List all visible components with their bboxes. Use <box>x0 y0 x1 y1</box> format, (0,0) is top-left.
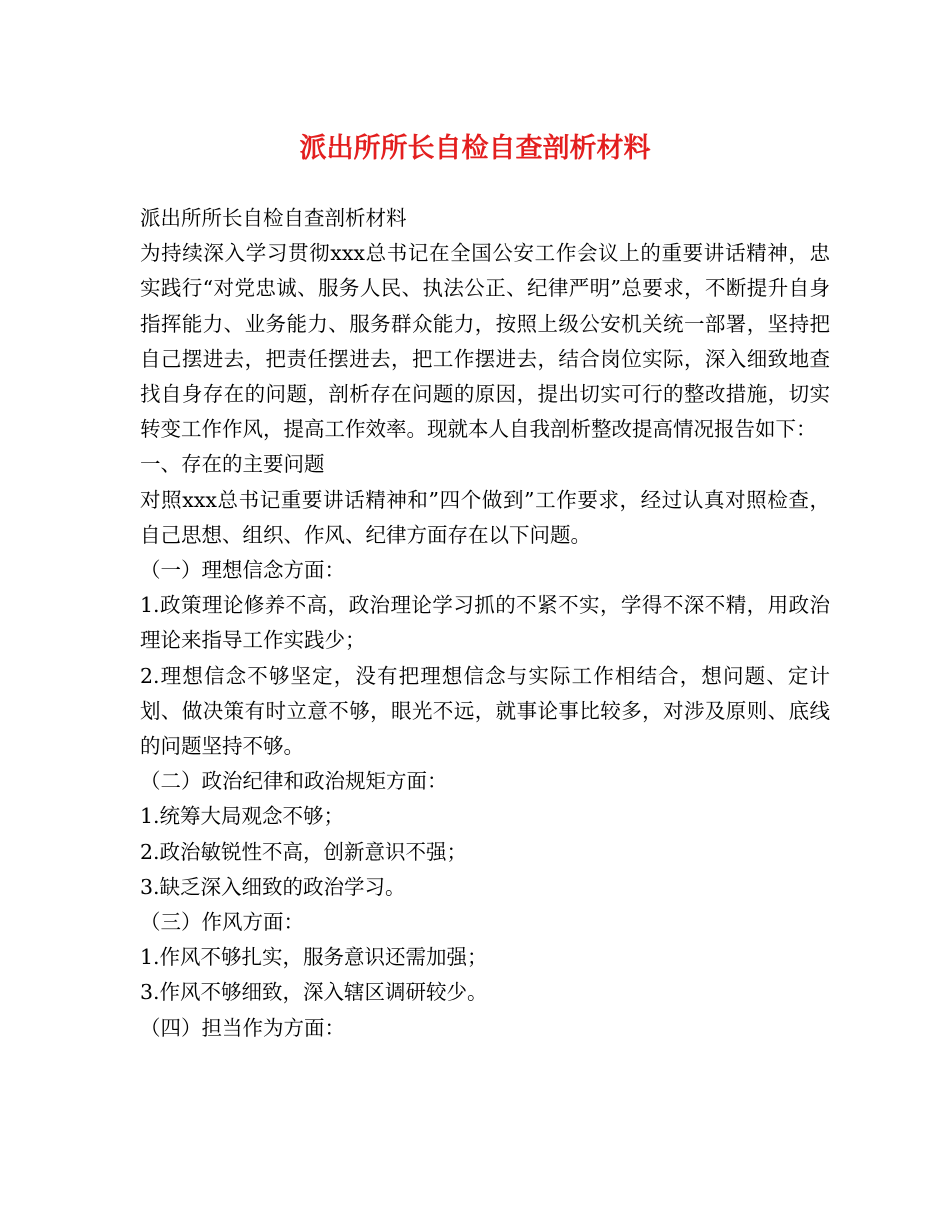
subsection-heading-discipline: （二）政治纪律和政治规矩方面： <box>140 769 448 794</box>
document-title: 派出所所长自检自查剖析材料 <box>299 133 651 164</box>
subsection-heading-ideals: （一）理想信念方面： <box>140 558 345 583</box>
ideals-item-2: 2.理想信念不够坚定，没有把理想信念与实际工作相结合，想问题、定计划、做决策有时立意不够，眼光不远，就事论事比较多，对涉及原则、底线的问题坚持不够。 <box>140 663 830 759</box>
subsection-heading-responsibility: （四）担当作为方面： <box>140 1015 345 1040</box>
section-heading-problems: 一、存在的主要问题 <box>140 452 325 477</box>
style-item-3: 3.作风不够细致，深入辖区调研较少。 <box>140 980 488 1005</box>
ideals-item-1: 1.政策理论修养不高，政治理论学习抓的不紧不实，学得不深不精，用政治理论来指导工作实践少； <box>140 593 830 653</box>
discipline-item-2: 2.政治敏锐性不高，创新意识不强； <box>140 839 468 864</box>
body-subtitle: 派出所所长自检自查剖析材料 <box>140 206 407 230</box>
style-item-1: 1.作风不够扎实，服务意识还需加强； <box>140 945 488 970</box>
document-body <box>140 201 830 1046</box>
discipline-item-1: 1.统筹大局观念不够； <box>140 804 345 829</box>
problems-intro-paragraph: 对照xxx总书记重要讲话精神和”四个做到”工作要求，经过认真对照检查，自己思想、组织、作风、纪律方面存在以下问题。 <box>140 487 830 547</box>
subsection-heading-style: （三）作风方面： <box>140 910 304 935</box>
intro-paragraph: 为持续深入学习贯彻xxx总书记在全国公安工作会议上的重要讲话精神，忠实践行“对党忠诚、服务人民、执法公正、纪律严明”总要求，不断提升自身指挥能力、业务能力、服务群众能力，按照上级公安机关统一部署，坚持把自己摆进去，把责任摆进去，把工作摆进去，结合岗位实际，深入细致地查找自身存在的问题，剖析存在问题的原因，提出切实可行的整改措施，切实转变工作作风，提高工作效率。现就本人自我剖析整改提高情况报告如下： <box>140 241 830 442</box>
discipline-item-3: 3.缺乏深入细致的政治学习。 <box>140 874 406 899</box>
